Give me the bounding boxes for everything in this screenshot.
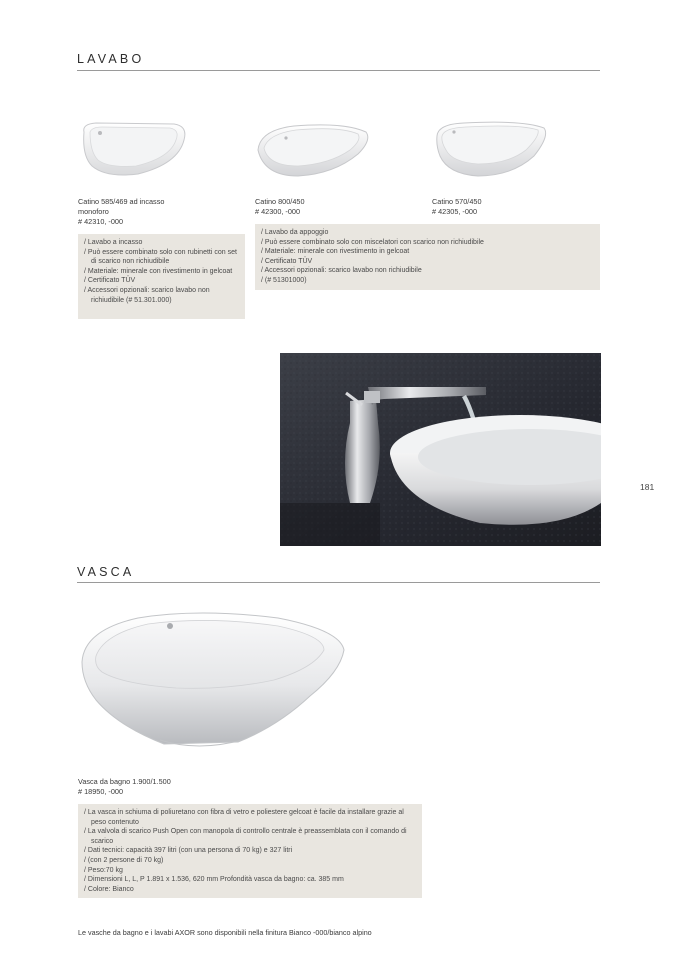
feature-item: / (con 2 persone di 70 kg) [84,856,417,866]
feature-item: / Dimensioni L, L, P 1.891 x 1.536, 620 mm Profondità vasca da bagno: ca. 385 mm [84,875,417,885]
basin-570-image [434,118,548,180]
bathtub-caption: Vasca da bagno 1.900/1.500 # 18950, -000 [78,777,171,796]
feature-item: / Può essere combinato solo con rubinetti con set di scarico non richiudibile [84,248,240,267]
feature-item: / Lavabo a incasso [84,238,240,248]
feature-item: / Materiale: minerale con rivestimento in gelcoat [261,247,595,257]
feature-item: / Colore: Bianco [84,885,417,895]
feature-item: / Può essere combinato solo con miscelatori con scarico non richiudibile [261,238,595,248]
section-rule-lavabo [77,70,600,71]
bathtub-image [78,610,346,755]
basin-570-caption: Catino 570/450 # 42305, -000 [432,197,482,216]
feature-item: / Certificato TÜV [261,257,595,267]
feature-item: / La vasca in schiuma di poliuretano con fibra di vetro e poliestere gelcoat è facile da installare grazie al peso contenuto [84,808,417,827]
feature-item: / Dati tecnici: capacità 397 litri (con una persona di 70 kg) e 327 litri [84,846,417,856]
feature-item: / Certificato TÜV [84,276,240,286]
basin-faucet-photo [280,353,601,546]
feature-item: / Lavabo da appoggio [261,228,595,238]
basin-585-image [78,118,190,182]
basin-585-features [78,234,245,319]
basin-800-caption: Catino 800/450 # 42300, -000 [255,197,305,216]
feature-item: / Peso:70 kg [84,866,417,876]
basin-585-caption: Catino 585/469 ad incasso monoforo # 42310, -000 [78,197,165,226]
feature-item: / (# 51301000) [261,276,595,286]
section-rule-vasca [77,582,600,583]
feature-item: / La valvola di scarico Push Open con manopola di controllo centrale è preassemblata con il comando di scarico [84,827,417,846]
footer-note: Le vasche da bagno e i lavabi AXOR sono disponibili nella finitura Bianco -000/bianco alpino [78,928,372,937]
bathtub-features [78,804,422,898]
basin-800-features [255,224,600,290]
section-title-vasca: VASCA [77,565,135,579]
section-title-lavabo: LAVABO [77,52,145,66]
feature-item: / Materiale: minerale con rivestimento in gelcoat [84,267,240,277]
page-number: 181 [640,482,655,492]
basin-800-image [254,120,372,180]
feature-item: / Accessori opzionali: scarico lavabo non richiudibile [261,266,595,276]
feature-item: / Accessori opzionali: scarico lavabo non richiudibile (# 51.301.000) [84,286,240,305]
